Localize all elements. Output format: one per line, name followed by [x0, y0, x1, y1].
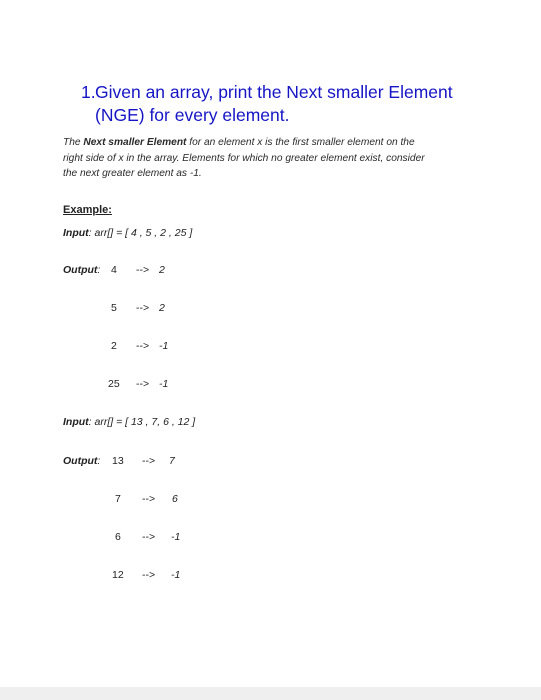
example2-result-4: -1: [171, 569, 181, 581]
heading-line-1: [81, 81, 501, 104]
example1-arrow-2: -->: [136, 302, 150, 314]
example1-element-1: 4: [111, 264, 117, 276]
example2-input-text: : arr[] = [ 13 , 7, 6 , 12 ]: [88, 416, 196, 428]
example1-output-colon: :: [97, 264, 101, 276]
problem-heading: [81, 81, 501, 127]
description-line-3: the next greater element as -1.: [63, 168, 202, 179]
description-line-1-rest: for an element x is the first smaller element on the: [186, 137, 415, 148]
example2-arrow-1: -->: [142, 455, 156, 467]
example2-element-2: 7: [115, 493, 121, 505]
example2-output-label-wrap: [63, 455, 100, 467]
example2-arrow-4: -->: [142, 569, 156, 581]
example1-input-text: : arr[] = [ 4 , 5 , 2 , 25 ]: [88, 227, 193, 239]
problem-description: [63, 135, 483, 182]
example2-result-3: -1: [171, 531, 181, 543]
example2-arrow-3: -->: [142, 531, 156, 543]
description-line-2: right side of x in the array. Elements for which no greater element exist, consider: [63, 152, 425, 164]
heading-line-2: (NGE) for every element.: [95, 105, 290, 125]
example2-element-1: 13: [112, 455, 124, 467]
heading-text-1: Given an array, print the Next smaller Element: [95, 82, 453, 102]
example2-output-colon: :: [97, 455, 101, 467]
example1-arrow-4: -->: [136, 378, 150, 390]
description-prefix: The: [63, 137, 84, 148]
description-line-1: [63, 135, 483, 151]
example1-input: [63, 227, 192, 239]
example1-output-label: Output: [63, 264, 98, 276]
example1-input-label: Input: [63, 227, 89, 239]
heading-number: 1.: [81, 82, 96, 102]
example2-input: [63, 416, 195, 428]
example2-arrow-2: -->: [142, 493, 156, 505]
example1-element-4: 25: [108, 378, 120, 390]
example1-result-3: -1: [159, 340, 169, 352]
example1-element-2: 5: [111, 302, 117, 314]
example1-arrow-1: -->: [136, 264, 150, 276]
example2-input-label: Input: [63, 416, 89, 428]
example1-result-2: 2: [159, 302, 165, 314]
example2-output-label: Output: [63, 455, 98, 467]
example1-result-1: 2: [159, 264, 165, 276]
example1-arrow-3: -->: [136, 340, 150, 352]
example1-output-label-wrap: [63, 264, 100, 276]
example1-element-3: 2: [111, 340, 117, 352]
description-term: Next smaller Element: [83, 137, 187, 148]
example2-element-4: 12: [112, 569, 124, 581]
example1-result-4: -1: [159, 378, 169, 390]
example2-result-2: 6: [172, 493, 178, 505]
example-label: Example:: [63, 204, 112, 216]
bottom-strip: [0, 687, 541, 700]
example2-result-1: 7: [169, 455, 175, 467]
example2-element-3: 6: [115, 531, 121, 543]
